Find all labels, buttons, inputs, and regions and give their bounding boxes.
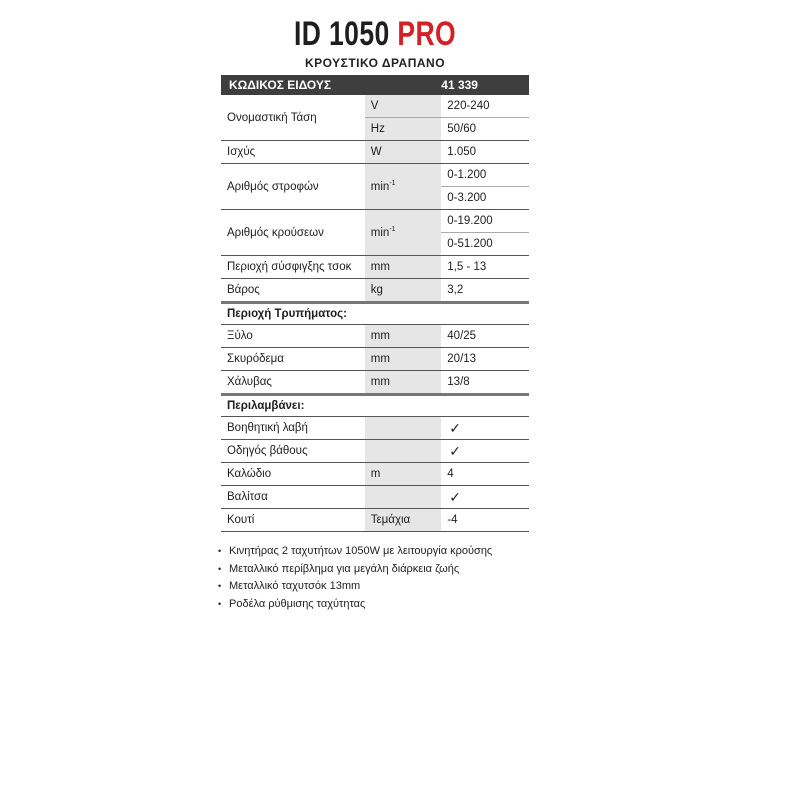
feature-list	[218, 543, 492, 613]
item-code-label: ΚΩΔΙΚΟΣ ΕΙΔΟΥΣ	[221, 75, 365, 95]
drilling-section-row	[221, 303, 529, 325]
rpm-value-high: 0-3.200	[441, 187, 529, 210]
power-unit: W	[365, 141, 441, 164]
drilling-section-title: Περιοχή Τρυπήματος:	[221, 303, 529, 325]
list-item: • Ροδέλα ρύθμισης ταχύτητας	[218, 596, 492, 614]
impact-unit: $\min^{-1}$	[365, 210, 441, 256]
table-row	[221, 164, 529, 187]
depth-guide-check-icon: ✓	[441, 440, 529, 463]
bullet-icon: •	[218, 546, 222, 556]
product-subtitle: ΚΡΟΥΣΤΙΚΟ ΔΡΑΠΑΝΟ	[304, 56, 446, 70]
rpm-label: Αριθμός στροφών	[221, 164, 365, 210]
voltage-label: Ονομαστική Τάση	[221, 95, 365, 141]
table-row	[221, 210, 529, 233]
chuck-value: 1,5 - 13	[441, 256, 529, 279]
impact-value-high: 0-51.200	[441, 233, 529, 256]
table-header-row	[221, 75, 529, 95]
table-row	[221, 417, 529, 440]
chuck-unit: mm	[365, 256, 441, 279]
product-title	[83, 14, 668, 54]
bullet-icon: •	[218, 563, 222, 574]
includes-section-row	[221, 395, 529, 417]
table-row	[221, 141, 529, 164]
pro-badge-text: PRO	[397, 15, 457, 53]
table-row	[221, 279, 529, 303]
wood-value: 40/25	[441, 325, 529, 348]
table-row	[221, 348, 529, 371]
list-item: • Μεταλλικό ταχυτσόκ 13mm	[218, 578, 492, 596]
power-value: 1.050	[441, 141, 529, 164]
table-row	[221, 371, 529, 395]
handle-check-icon: ✓	[441, 417, 529, 440]
weight-label: Βάρος	[221, 279, 365, 303]
case-label: Βαλίτσα	[221, 486, 365, 509]
impact-value-low: 0-19.200	[441, 210, 529, 233]
steel-value: 13/8	[441, 371, 529, 395]
table-row	[221, 95, 529, 118]
wood-label: Ξύλο	[221, 325, 365, 348]
steel-unit: mm	[365, 371, 441, 395]
table-row	[221, 256, 529, 279]
table-row	[221, 440, 529, 463]
cable-label: Καλώδιο	[221, 463, 365, 486]
frequency-unit: Hz	[365, 118, 441, 141]
handle-label: Βοηθητική λαβή	[221, 417, 365, 440]
depth-guide-label: Οδηγός βάθους	[221, 440, 365, 463]
table-row	[221, 463, 529, 486]
voltage-value: 220-240	[441, 95, 529, 118]
power-label: Ισχύς	[221, 141, 365, 164]
box-value: -4	[441, 509, 529, 532]
table-row	[221, 486, 529, 509]
bullet-icon: •	[218, 581, 222, 591]
steel-label: Χάλυβας	[221, 371, 365, 395]
spec-table	[221, 75, 529, 532]
table-row	[221, 509, 529, 532]
concrete-label: Σκυρόδεμα	[221, 348, 365, 371]
voltage-unit: V	[365, 95, 441, 118]
table-row	[221, 325, 529, 348]
case-check-icon: ✓	[441, 486, 529, 509]
includes-section-title: Περιλαμβάνει:	[221, 395, 529, 417]
concrete-value: 20/13	[441, 348, 529, 371]
bullet-icon: •	[218, 598, 222, 609]
box-unit: Τεμάχια	[365, 509, 441, 532]
item-code-value: 41 339	[441, 75, 529, 95]
concrete-unit: mm	[365, 348, 441, 371]
rpm-value-low: 0-1.200	[441, 164, 529, 187]
box-label: Κουτί	[221, 509, 365, 532]
list-item: • Κινητήρας 2 ταχυτήτων 1050W με λειτουργία κρούσης	[218, 543, 492, 561]
weight-value: 3,2	[441, 279, 529, 303]
wood-unit: mm	[365, 325, 441, 348]
model-name: ID 1050	[293, 15, 390, 53]
list-item: • Μεταλλικό περίβλημα για μεγάλη διάρκεια ζωής	[218, 561, 492, 579]
cable-value: 4	[441, 463, 529, 486]
impact-label: Αριθμός κρούσεων	[221, 210, 365, 256]
weight-unit: kg	[365, 279, 441, 303]
chuck-label: Περιοχή σύσφιγξης τσοκ	[221, 256, 365, 279]
rpm-unit: $\min^{-1}$	[365, 164, 441, 210]
cable-unit: m	[365, 463, 441, 486]
frequency-value: 50/60	[441, 118, 529, 141]
